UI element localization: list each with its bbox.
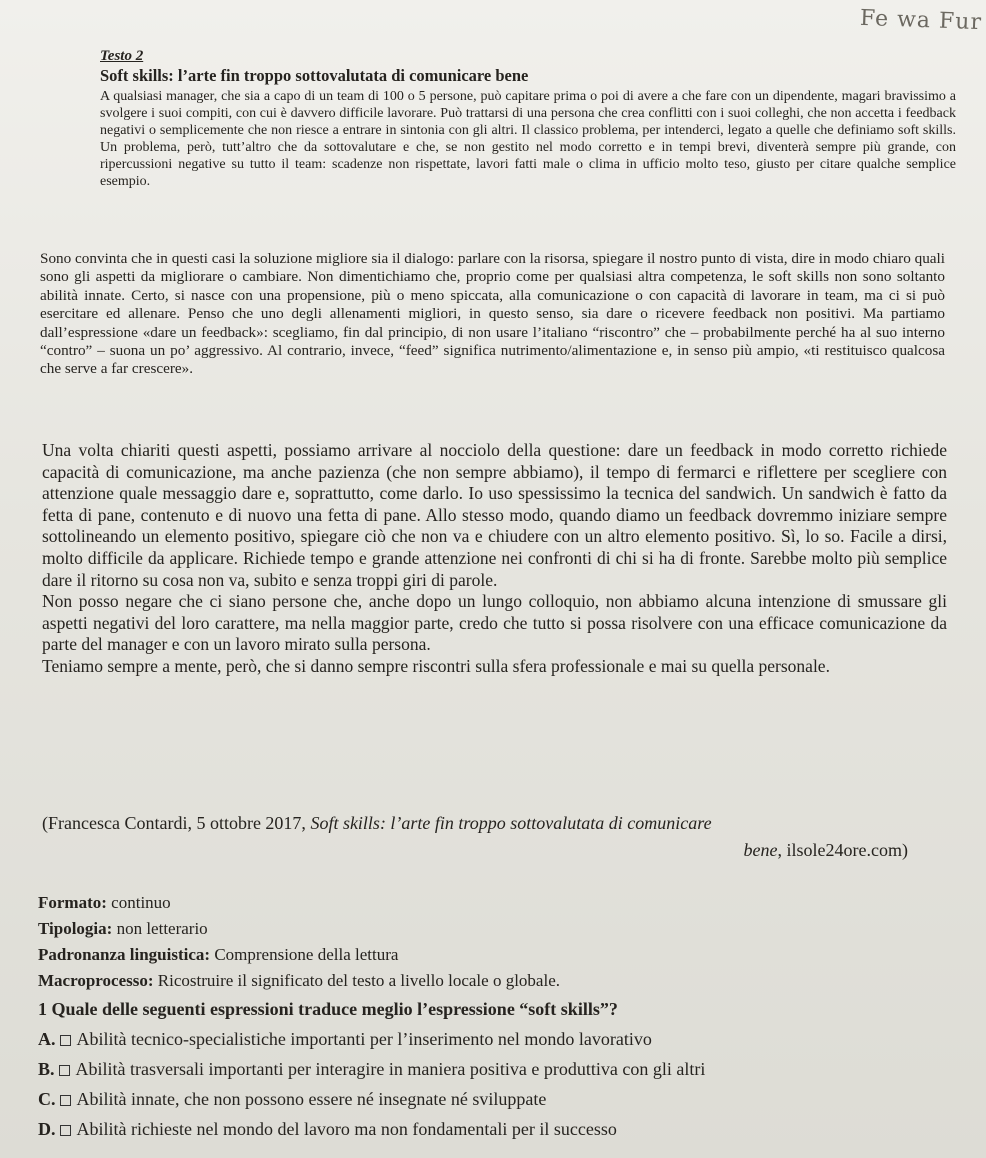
article-body-lower <box>42 440 947 678</box>
article-body-middle <box>40 250 945 379</box>
checkbox-icon[interactable] <box>59 1065 70 1076</box>
meta-padronanza: Padronanza linguistica: Comprensione della lettura <box>38 945 399 964</box>
paragraph-2: Sono convinta che in questi casi la soluzione migliore sia il dialogo: parlare con la risorsa, spiegare il nostro punto di vista, dire in modo chiaro quali sono gli aspetti da migliorare o cambiare. Non dimentichiamo che, proprio come per qualsiasi altra competenza, le soft skills non sono soltanto abilità innate. Certo, si nasce con una propensione, più o meno spiccata, alla comunicazione o con capacità di lavorare in team, ma ci si può esercitare ed allenare. Penso che uno degli allenamenti migliori, in questo senso, sia dare o ricevere feedback non positivi. Ma partiamo dall’espressione «dare un feedback»: scegliamo, fin dal principio, di non usare l’italiano “riscontro” che – probabilmente perché ha al suo interno “contro” – suona un po’ aggressivo. Al contrario, invece, “feed” significa nutrimento/alimentazione e, in senso più ampio, «ti restituisco qualcosa che serve a far crescere». <box>40 250 945 378</box>
paragraph-5: Teniamo sempre a mente, però, che si danno sempre riscontri sulla sfera professionale e mai su quella personale. <box>42 655 830 676</box>
article-header <box>100 48 956 190</box>
citation-title-part-2: bene <box>743 840 778 860</box>
text-label: Testo 2 <box>100 48 144 64</box>
article-title: Soft skills: l’arte fin troppo sottovalutata di comunicare bene <box>100 66 529 85</box>
meta-tipologia: Tipologia: non letterario <box>38 919 208 938</box>
citation-title-part-1: Soft skills: l’arte fin troppo sottovalutata di comunicare <box>310 813 712 833</box>
citation <box>42 810 912 864</box>
citation-suffix: , ilsole24ore.com) <box>777 840 908 860</box>
paragraph-1: A qualsiasi manager, che sia a capo di un team di 100 o 5 persone, può capitare prima o poi di avere a che fare con un dipendente, magari bravissimo a svolgere i suoi compiti, con cui è davvero difficile lavorare. Può trattarsi di una persona che crea conflitti con i suoi colleghi, che non accetta i feedback negativi o semplicemente che non riesce a entrare in sintonia con gli altri. Il classico problema, per intenderci, legato a quelle che definiamo soft skills. Un problema, però, tutt’altro che da sottovalutare e che, se non gestito nel modo corretto e in tempi brevi, diventerà sempre più grande, con ripercussioni negative su tutto il team: scadenze non rispettate, lavori fatti male o clima in ufficio molto teso, giusto per citare qualche semplice esempio. <box>100 89 956 189</box>
citation-prefix: (Francesca Contardi, 5 ottobre 2017, <box>42 813 311 833</box>
paragraph-3: Una volta chiariti questi aspetti, possiamo arrivare al nocciolo della questione: dare un feedback in modo corretto richiede capacità di comunicazione, ma anche pazienza (che non sempre abbiamo), il tempo di fermarci e riflettere per scegliere con attenzione quale messaggio dare e, soprattutto, come darlo. Io uso spessissimo la tecnica del sandwich. Un sandwich è fatto da fetta di pane, contenuto e di nuovo una fetta di pane. Allo stesso modo, quando diamo un feedback dovremmo iniziare sempre sottolineando un elemento positivo, spiegare ciò che non va e chiudere con un altro elemento positivo. Sì, lo so. Facile a dirsi, molto difficile da applicare. Richiede tempo e grande attenzione nei confronti di chi si ha di fronte. Sarebbe molto più semplice dare il ritorno su cosa non va, subito e senza troppi giri di parole. <box>42 440 947 590</box>
meta-macroprocesso: Macroprocesso: Ricostruire il significato del testo a livello locale o globale. <box>38 971 560 990</box>
paragraph-4: Non posso negare che ci siano persone che, anche dopo un lungo colloquio, non abbiamo alcuna intenzione di smussare gli aspetti negativi del loro carattere, ma nella maggior parte, credo che tutto si possa risolvere con una efficace comunicazione da parte del manager e con un lavoro mirato sulla persona. <box>42 591 947 655</box>
answer-option-b[interactable]: B. Abilità trasversali importanti per interagire in maniera positiva e produttiva con gli altri <box>38 1059 706 1079</box>
question-text: 1 Quale delle seguenti espressioni traduce meglio l’espressione “soft skills”? <box>38 999 618 1019</box>
checkbox-icon[interactable] <box>60 1095 71 1106</box>
answer-option-c[interactable]: C. Abilità innate, che non possono essere né insegnate né sviluppate <box>38 1089 547 1109</box>
handwritten-note: Fe wa Fur <box>859 5 983 36</box>
checkbox-icon[interactable] <box>60 1125 71 1136</box>
question-section <box>38 890 958 1144</box>
answer-option-a[interactable]: A. Abilità tecnico-specialistiche importanti per l’inserimento nel mondo lavorativo <box>38 1029 652 1049</box>
checkbox-icon[interactable] <box>60 1035 71 1046</box>
meta-formato: Formato: continuo <box>38 893 171 912</box>
answer-option-d[interactable]: D. Abilità richieste nel mondo del lavoro ma non fondamentali per il successo <box>38 1119 617 1139</box>
